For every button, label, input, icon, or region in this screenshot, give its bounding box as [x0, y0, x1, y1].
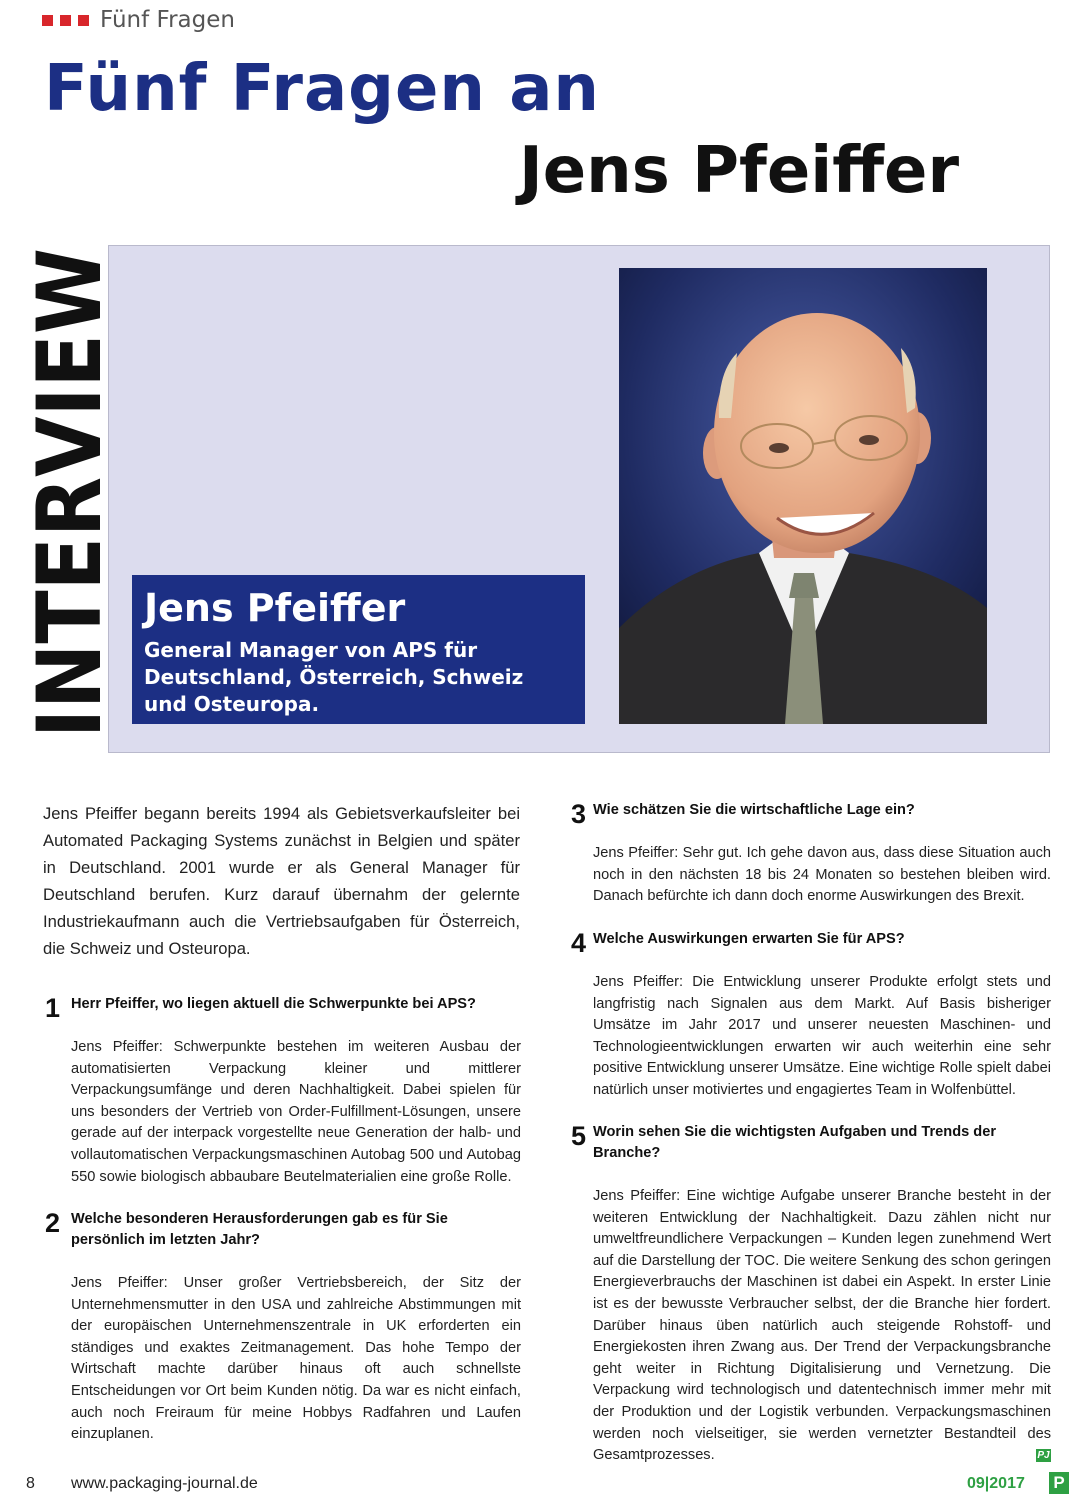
qa-item-3	[571, 799, 1051, 908]
red-square-icon	[42, 15, 53, 26]
qa-item-5	[571, 1121, 1051, 1467]
question-number: 4	[571, 928, 587, 958]
red-square-icon	[78, 15, 89, 26]
answer-text	[593, 1186, 1051, 1467]
profile-role: General Manager von APS für Deutschland, Österreich, Schweiz und Osteuropa.	[144, 638, 524, 716]
page-title-line1: Fünf Fragen an	[44, 52, 600, 126]
section-label	[42, 6, 235, 34]
answer-text: Jens Pfeiffer: Unser großer Vertriebsbereich, der Sitz der Unternehmensmutter in den USA und zahlreiche Abstimmungen mit der europäischen Unternehmenszentrale in UK erforderten ein ständiges und exaktes Zeitmanagement. Das hohe Tempo der Wirtschaft machte darüber hinaus oft auch schnellste Entscheidungen vor Ort beim Kunden nötig. Da war es nicht einfach, auch noch Freiraum für meine Hobbys Radfahren und Laufen einzuplanen.	[71, 1275, 521, 1443]
interview-text: INTERVIEW	[18, 185, 121, 738]
question-text: Herr Pfeiffer, wo liegen aktuell die Schwerpunkte bei APS?	[71, 996, 476, 1012]
intro-paragraph: Jens Pfeiffer begann bereits 1994 als Gebietsverkaufsleiter bei Automated Packaging Systems zunächst in Belgien und später in Deutschland. 2001 wurde er als General Manager für Deutschland berufen. Kurz darauf übernahm der gelernte Industriekaufmann auch die Vertriebsaufgaben für Österreich, die Schweiz und Osteuropa.	[43, 804, 520, 958]
answer-text: Jens Pfeiffer: Sehr gut. Ich gehe davon aus, dass diese Situation auch noch in den nächsten 18 bis 24 Monaten so bestehen bleiben wird. Danach befürchte ich dann doch enorme Auswirkungen des Brexit.	[593, 845, 1051, 905]
profile-name: Jens Pfeiffer	[144, 586, 406, 630]
qa-item-2	[45, 1208, 521, 1446]
interview-vertical-label	[18, 185, 121, 744]
question-text: Welche besonderen Herausforderungen gab es für Sie persönlich im letzten Jahr?	[71, 1211, 448, 1248]
answer-text: Jens Pfeiffer: Die Entwicklung unserer Produkte erfolgt stets und langfristig nach Signalen aus dem Markt. Auf Basis bisheriger Umsätze im Jahr 2017 und unserer neuesten Maschinen- und Technologieentwicklungen erwarten wir auch weiterhin eine sehr positive Entwicklung unserer Umsätze. Eine wichtige Rolle spielt dabei natürlich unser motiviertes und engagiertes Team in Wolfenbüttel.	[593, 974, 1051, 1098]
question-number: 5	[571, 1121, 587, 1151]
pj-end-mark-icon: PJ	[1037, 1450, 1050, 1462]
qa-item-1	[45, 993, 521, 1188]
portrait-photo	[619, 268, 987, 724]
answer-body: Jens Pfeiffer: Eine wichtige Aufgabe unserer Branche besteht in der weiteren Entwicklung der Nachhaltigkeit. Dazu zählen nicht nur umweltfreundlichere Verpackungen – Kunden legen zunehmend Wert auf die Darstellung der TOC. Die weitere Senkung des schon geringen Energieverbrauchs der Maschinen ist dabei ein Aspekt. In erster Linie ist es der bewusste Verbraucher selbst, der die Branche hier fordert. Darüber hinaus üben natürlich auch steigende Rohstoff- und Energiekosten ihren Zwang aus. Der Trend der Verpackungsbranche geht weiter in Richtung Digitalisierung und Vernetzung. Die Verpackung wird technologisch und datentechnisch immer mehr mit der Produktion und der Logistik verbunden. Verpackungsmaschinen werden noch vielseitiger, sie werden vernetzter Bestandteil des Gesamtprozesses.	[593, 1188, 1051, 1464]
question-number: 1	[45, 993, 61, 1023]
answer-text: Jens Pfeiffer: Schwerpunkte bestehen im weiteren Ausbau der automatisierten Verpackung kleiner und mittlerer Verpackungsumfänge und deren Nachhaltigkeit. Dabei spielen für uns besonders der Vertrieb von Order-Fulfillment-Lösungen, unsere gerade auf der interpack vorgestellte neue Generation der halb- und vollautomatischen Verpackungsmaschinen Autobag 500 und Autobag 550 sowie biologisch abbaubare Beutelmaterialien eine große Rolle.	[71, 1039, 521, 1185]
page-number: 8	[26, 1475, 35, 1492]
question-number: 2	[45, 1208, 61, 1238]
qa-item-4	[571, 928, 1051, 1102]
issue-label: 09|2017	[967, 1475, 1025, 1492]
page-title-line2: Jens Pfeiffer	[518, 134, 959, 208]
question-text: Worin sehen Sie die wichtigsten Aufgaben und Trends der Branche?	[593, 1124, 997, 1161]
journal-logo-icon: P	[1049, 1472, 1069, 1494]
question-text: Welche Auswirkungen erwarten Sie für APS?	[593, 931, 905, 947]
section-title: Fünf Fragen	[100, 7, 235, 33]
question-text: Wie schätzen Sie die wirtschaftliche Lage ein?	[593, 802, 915, 818]
profile-name-box	[132, 575, 585, 724]
question-number: 3	[571, 799, 587, 829]
red-square-icon	[60, 15, 71, 26]
footer-url-link[interactable]: www.packaging-journal.de	[71, 1475, 258, 1492]
